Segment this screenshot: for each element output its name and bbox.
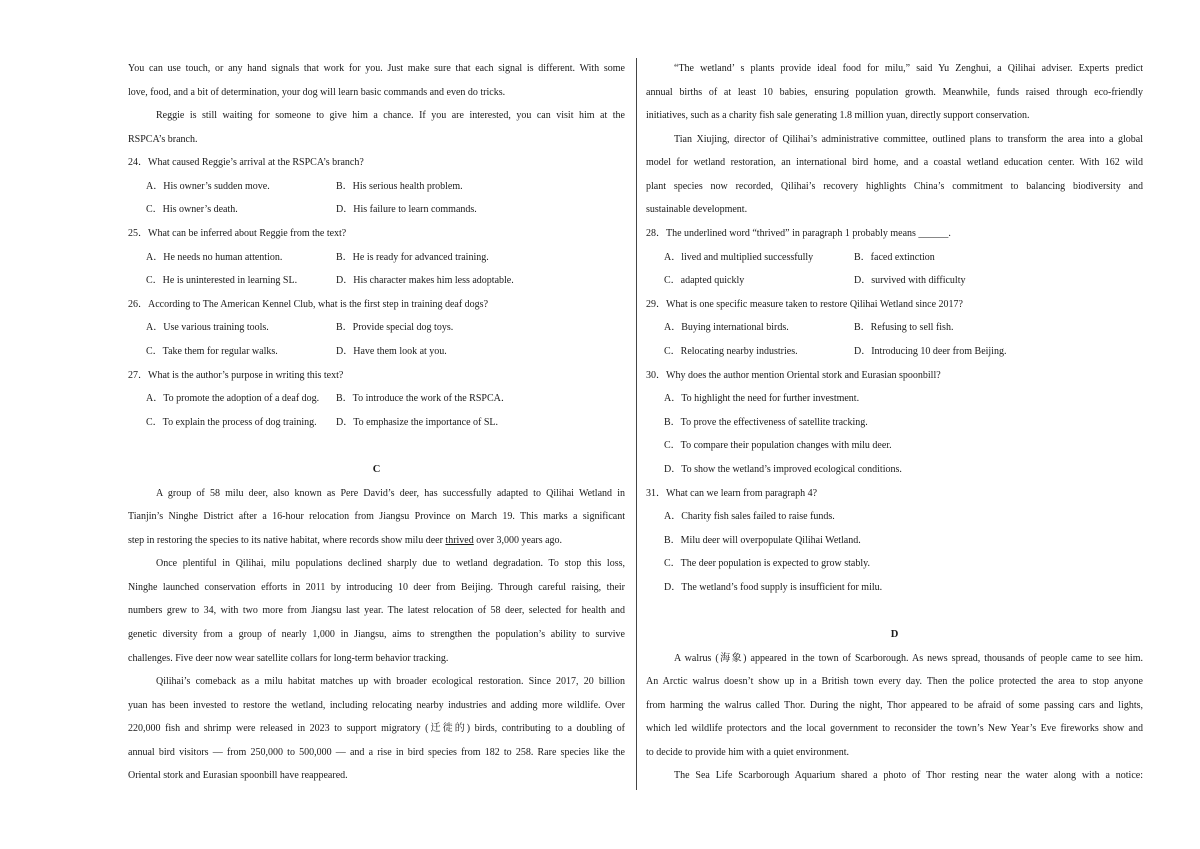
passage-c-line: Ninghe launched conservation efforts in 2011 by introducing 10 deer from Beijing. Through careful raising, their <box>128 582 625 593</box>
passage-d-line: to decide to provide him with a quiet environment. <box>646 747 850 758</box>
passage-c-line: model for wetland restoration, an international bird home, and a coastal wetland education center. With 162 wild <box>646 157 1143 168</box>
question-24-option-c[interactable]: C．His owner’s death. <box>146 204 238 215</box>
question-25-stem: 25．What can be inferred about Reggie from the text? <box>128 228 347 239</box>
question-24-option-a[interactable]: A．His owner’s sudden move. <box>146 181 270 192</box>
passage-d-line: The Sea Life Scarborough Aquarium shared a photo of Thor resting near the water along with a notice: <box>674 770 1143 781</box>
passage-b-line: love, food, and a bit of determination, your dog will learn basic commands and even do tricks. <box>128 87 506 98</box>
passage-c-line: yuan has been invested to restore the wetland, including relocating nearby industries and adding more wildlife. Over <box>128 700 625 711</box>
passage-b-line: Reggie is still waiting for someone to give him a chance. If you are interested, you can visit him at the <box>156 110 625 121</box>
section-d-title: D <box>890 629 899 640</box>
passage-d-line: which led wildlife protectors and the local government to reconsider the town’s New Year’s Eve fireworks show and <box>646 723 1143 734</box>
passage-c-line: sustainable development. <box>646 204 748 215</box>
question-30-stem: 30．Why does the author mention Oriental stork and Eurasian spoonbill? <box>646 370 941 381</box>
passage-c-line: Once plentiful in Qilihai, milu populations declined sharply due to wetland degradation. To stop this loss, <box>156 558 625 569</box>
passage-c-line: Tian Xiujing, director of Qilihai’s administrative committee, outlined plans to transform the area into a global <box>674 134 1143 145</box>
underlined-word-thrived: thrived <box>445 535 474 546</box>
passage-c-line: challenges. Five deer now wear satellite collars for long-term behavior tracking. <box>128 653 449 664</box>
question-27-option-a[interactable]: A．To promote the adoption of a deaf dog. <box>146 393 320 404</box>
question-30-option-b[interactable]: B．To prove the effectiveness of satellite tracking. <box>664 417 868 428</box>
question-28-option-b[interactable]: B．faced extinction <box>854 252 935 263</box>
question-29-option-b[interactable]: B．Refusing to sell fish. <box>854 322 954 333</box>
question-25-option-d[interactable]: D．His character makes him less adoptable. <box>336 275 514 286</box>
question-27-option-d[interactable]: D．To emphasize the importance of SL. <box>336 417 499 428</box>
question-25-option-b[interactable]: B．He is ready for advanced training. <box>336 252 489 263</box>
passage-c-line: 220,000 fish and shrimp were released in 2023 to support migratory (迁徙的) birds, contributing to a doubling of <box>128 723 625 734</box>
question-29-option-c[interactable]: C．Relocating nearby industries. <box>664 346 798 357</box>
question-28-option-d[interactable]: D．survived with difficulty <box>854 275 966 286</box>
question-26-option-c[interactable]: C．Take them for regular walks. <box>146 346 278 357</box>
question-26-option-a[interactable]: A．Use various training tools. <box>146 322 269 333</box>
passage-c-line: Oriental stork and Eurasian spoonbill have reappeared. <box>128 770 348 781</box>
section-c-title: C <box>372 464 381 475</box>
question-29-option-d[interactable]: D．Introducing 10 deer from Beijing. <box>854 346 1007 357</box>
question-28-option-a[interactable]: A．lived and multiplied successfully <box>664 252 814 263</box>
passage-d-line: An Arctic walrus doesn’t show up in a British town every day. Then the police protected the area to stop anyone <box>646 676 1143 687</box>
question-30-option-a[interactable]: A．To highlight the need for further investment. <box>664 393 860 404</box>
passage-d-line: A walrus (海象) appeared in the town of Scarborough. As news spread, thousands of people came to see him. <box>674 653 1143 664</box>
passage-c-line: plant species now recorded, Qilihai’s recovery highlights China’s commitment to balancing biodiversity and <box>646 181 1143 192</box>
passage-c-line: “The wetland’ s plants provide ideal food for milu,” said Yu Zenghui, a Qilihai adviser. Experts predict <box>674 63 1143 74</box>
question-24-option-b[interactable]: B．His serious health problem. <box>336 181 463 192</box>
passage-c-line: Tianjin’s Ninghe District after a 16-hour relocation from Jiangsu Province on March 19. This marks a significant <box>128 511 625 522</box>
question-25-option-a[interactable]: A．He needs no human attention. <box>146 252 283 263</box>
question-24-stem: 24．What caused Reggie’s arrival at the RSPCA’s branch? <box>128 157 364 168</box>
passage-d-line: from harming the walrus called Thor. During the night, Thor appeared to be afraid of some passing cars and lights, <box>646 700 1143 711</box>
passage-c-text: over 3,000 years ago. <box>473 535 563 546</box>
passage-c-line: numbers grew to 34, with two more from Jiangsu last year. The latest relocation of 58 deer, selected for health and <box>128 605 625 616</box>
question-27-stem: 27．What is the author’s purpose in writing this text? <box>128 370 344 381</box>
question-30-option-d[interactable]: D．To show the wetland’s improved ecological conditions. <box>664 464 902 475</box>
question-28-option-c[interactable]: C．adapted quickly <box>664 275 745 286</box>
column-divider <box>636 58 637 790</box>
passage-c-line: annual bird visitors — from 250,000 to 500,000 — and a rise in bird species from 182 to 258. Rare species like the <box>128 747 625 758</box>
passage-c-line-thrived <box>128 535 562 547</box>
question-27-option-c[interactable]: C．To explain the process of dog training. <box>146 417 317 428</box>
passage-b-line: You can use touch, or any hand signals that work for you. Just make sure that each signal is different. With some <box>128 63 625 74</box>
question-28-stem: 28．The underlined word “thrived” in paragraph 1 probably means ______. <box>646 228 951 239</box>
passage-c-line: genetic diversity from a group of nearly 1,000 in Jiangsu, aims to strengthen the population’s ability to survive <box>128 629 625 640</box>
passage-b-line: RSPCA’s branch. <box>128 134 198 145</box>
passage-c-line: Qilihai’s comeback as a milu habitat matches up with broader ecological restoration. Since 2017, 20 billion <box>156 676 625 687</box>
question-31-stem: 31．What can we learn from paragraph 4? <box>646 488 818 499</box>
question-31-option-d[interactable]: D．The wetland’s food supply is insufficient for milu. <box>664 582 883 593</box>
question-31-option-c[interactable]: C．The deer population is expected to grow stably. <box>664 558 870 569</box>
question-25-option-c[interactable]: C．He is uninterested in learning SL. <box>146 275 298 286</box>
question-30-option-c[interactable]: C．To compare their population changes with milu deer. <box>664 440 892 451</box>
question-26-option-d[interactable]: D．Have them look at you. <box>336 346 447 357</box>
question-29-stem: 29．What is one specific measure taken to restore Qilihai Wetland since 2017? <box>646 299 963 310</box>
passage-c-text: step in restoring the species to its native habitat, where records show milu deer <box>128 535 446 546</box>
question-31-option-b[interactable]: B．Milu deer will overpopulate Qilihai Wetland. <box>664 535 861 546</box>
passage-c-line: A group of 58 milu deer, also known as Pere David’s deer, has successfully adapted to Qilihai Wetland in <box>156 488 625 499</box>
question-31-option-a[interactable]: A．Charity fish sales failed to raise funds. <box>664 511 835 522</box>
question-26-option-b[interactable]: B．Provide special dog toys. <box>336 322 454 333</box>
passage-c-line: annual births of at least 10 babies, ensuring population growth. Meanwhile, funds raised through eco-friendly <box>646 87 1143 98</box>
passage-c-line: initiatives, such as a charity fish sale generating 1.8 million yuan, directly support conservation. <box>646 110 1030 121</box>
question-27-option-b[interactable]: B．To introduce the work of the RSPCA． <box>336 393 511 404</box>
question-24-option-d[interactable]: D．His failure to learn commands. <box>336 204 477 215</box>
question-26-stem: 26．According to The American Kennel Club, what is the first step in training deaf dogs? <box>128 299 489 310</box>
question-29-option-a[interactable]: A．Buying international birds. <box>664 322 789 333</box>
